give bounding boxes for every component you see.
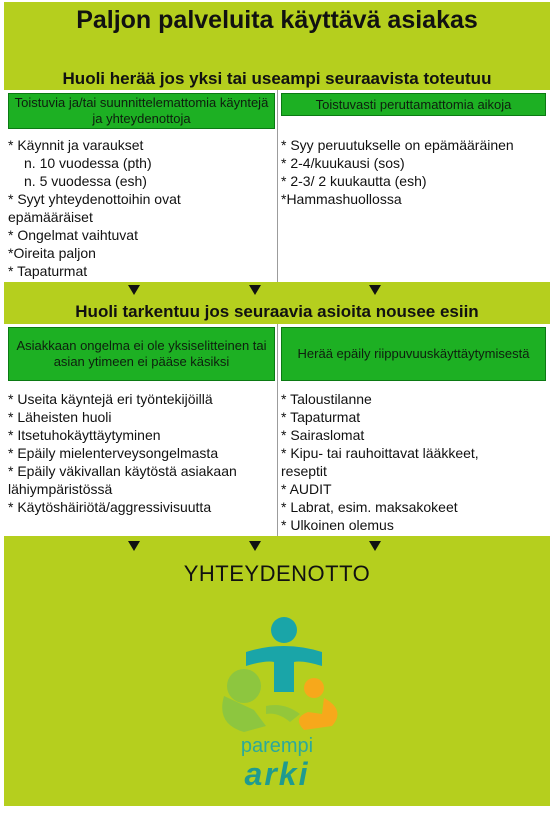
list-item: * Epäily väkivallan käytöstä asiakaan xyxy=(8,463,237,479)
logo-orange-body xyxy=(299,698,338,730)
list-item: n. 5 vuodessa (esh) xyxy=(24,173,147,189)
section2-left-header: Asiakkaan ongelma ei ole yksiselitteinen tai asian ytimeen ei pääse käsiksi xyxy=(8,327,275,381)
down-arrow-icon xyxy=(249,541,261,551)
list-item: * Syyt yhteydenottoihin ovat xyxy=(8,191,181,207)
section2-panel xyxy=(4,324,550,536)
list-item: * Kipu- tai rauhoittavat lääkkeet, xyxy=(281,445,479,461)
list-item: * Syy peruutukselle on epämääräinen xyxy=(281,137,514,153)
logo-teal-head xyxy=(271,617,297,643)
list-item: * Labrat, esim. maksakokeet xyxy=(281,499,458,515)
logo-text-arki: arki xyxy=(244,756,310,792)
down-arrow-icon xyxy=(128,541,140,551)
section2-divider xyxy=(277,324,278,536)
list-item: * Läheisten huoli xyxy=(8,409,112,425)
list-item: * AUDIT xyxy=(281,481,332,497)
list-item: * 2-3/ 2 kuukautta (esh) xyxy=(281,173,427,189)
logo-green-head xyxy=(227,669,261,703)
section2-heading: Huoli tarkentuu jos seuraavia asioita nousee esiin xyxy=(75,302,479,321)
list-item: * Tapaturmat xyxy=(8,263,88,279)
list-item: lähiympäristössä xyxy=(8,481,113,497)
section1-right-list xyxy=(281,136,546,208)
section2-left-list xyxy=(8,390,274,516)
section1-divider xyxy=(277,90,278,282)
section1-left-list xyxy=(8,136,274,280)
poster-title: Paljon palveluita käyttävä asiakas xyxy=(76,6,478,34)
list-item: * Useita käyntejä eri työntekijöillä xyxy=(8,391,213,407)
list-item: * Tapaturmat xyxy=(281,409,361,425)
poster xyxy=(4,2,550,806)
list-item: *Oireita paljon xyxy=(8,245,96,261)
list-item: * Ulkoinen olemus xyxy=(281,517,394,533)
section2-right-header: Herää epäily riippuvuuskäyttäytymisestä xyxy=(281,327,546,381)
down-arrow-icon xyxy=(249,285,261,295)
section1-right-header: Toistuvasti peruttamattomia aikoja xyxy=(281,93,546,116)
down-arrow-icon xyxy=(369,285,381,295)
list-item: * Epäily mielenterveysongelmasta xyxy=(8,445,219,461)
list-item: * Sairaslomat xyxy=(281,427,365,443)
logo-green-arm xyxy=(266,705,300,722)
down-arrow-icon xyxy=(369,541,381,551)
list-item: * Käytöshäiriötä/aggressivisuutta xyxy=(8,499,212,515)
logo-orange-head xyxy=(304,678,324,698)
final-step-label: YHTEYDENOTTO xyxy=(183,561,371,586)
down-arrow-icon xyxy=(128,285,140,295)
list-item: * Ongelmat vaihtuvat xyxy=(8,227,138,243)
list-item: * Taloustilanne xyxy=(281,391,372,407)
list-item: epämääräiset xyxy=(8,209,93,225)
logo-text-parempi: parempi xyxy=(240,735,314,757)
list-item: reseptit xyxy=(281,463,327,479)
section2-right-list xyxy=(281,390,546,534)
list-item: * Käynnit ja varaukset xyxy=(8,137,144,153)
list-item: * 2-4/kuukausi (sos) xyxy=(281,155,405,171)
section1-heading: Huoli herää jos yksi tai useampi seuraavista toteutuu xyxy=(62,69,492,88)
list-item: *Hammashuollossa xyxy=(281,191,402,207)
list-item: * Itsetuhokäyttäytyminen xyxy=(8,427,161,443)
section1-left-header: Toistuvia ja/tai suunnittelemattomia käyntejä ja yhteydenottoja xyxy=(8,93,275,129)
section1-panel xyxy=(4,90,550,282)
list-item: n. 10 vuodessa (pth) xyxy=(24,155,152,171)
